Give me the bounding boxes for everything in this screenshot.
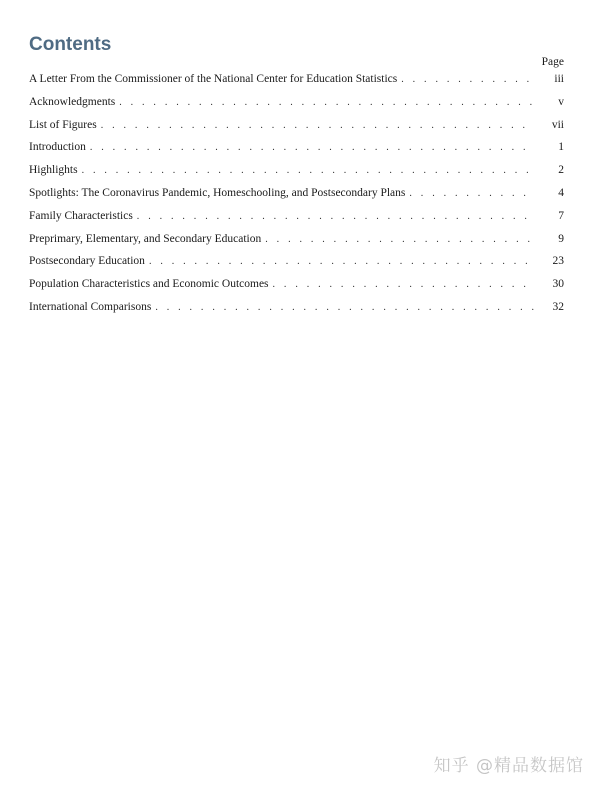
- toc-entry-page: 4: [558, 186, 564, 199]
- toc-entry-family-characteristics[interactable]: [29, 210, 564, 233]
- toc-entry-title: Acknowledgments: [29, 95, 116, 108]
- toc-entry-title: International Comparisons: [29, 300, 152, 313]
- toc-entry-page: vii: [551, 118, 564, 131]
- dot-leader: [90, 142, 534, 153]
- toc-entry-preprimary-elementary-secondary[interactable]: [29, 233, 564, 256]
- dot-leader: [409, 188, 534, 199]
- table-of-contents: [29, 73, 564, 324]
- watermark: 知乎 @精品数据馆: [433, 756, 584, 776]
- toc-entry-page: 9: [558, 232, 564, 245]
- toc-entry-title: Highlights: [29, 164, 78, 177]
- toc-entry-international-comparisons[interactable]: [29, 301, 564, 324]
- dot-leader: [273, 279, 534, 290]
- toc-entry-page: 32: [552, 300, 564, 313]
- toc-entry-page: 23: [552, 255, 564, 268]
- dot-leader: [149, 256, 534, 267]
- dot-leader: [265, 234, 534, 245]
- toc-entry-page: v: [558, 95, 564, 108]
- toc-entry-page: 2: [558, 164, 564, 177]
- toc-entry-title: Spotlights: The Coronavirus Pandemic, Homeschooling, and Postsecondary Plans: [29, 186, 406, 199]
- dot-leader: [101, 120, 534, 131]
- toc-entry-list-of-figures[interactable]: [29, 119, 564, 142]
- page-title: Contents: [29, 34, 112, 55]
- toc-entry-introduction[interactable]: [29, 141, 564, 164]
- toc-entry-title: List of Figures: [29, 118, 97, 131]
- dot-leader: [82, 165, 534, 176]
- toc-entry-page: iii: [554, 73, 564, 85]
- dot-leader: [155, 302, 534, 313]
- toc-entry-title: Introduction: [29, 141, 86, 154]
- toc-entry-title: A Letter From the Commissioner of the National Center for Education Statistics: [29, 73, 398, 85]
- page-column-label: Page: [541, 56, 564, 68]
- toc-entry-acknowledgments[interactable]: [29, 96, 564, 119]
- toc-entry-title: Population Characteristics and Economic Outcomes: [29, 278, 269, 291]
- toc-entry-commissioner-letter[interactable]: [29, 73, 564, 96]
- toc-entry-highlights[interactable]: [29, 164, 564, 187]
- toc-entry-title: Preprimary, Elementary, and Secondary Education: [29, 232, 262, 245]
- toc-entry-page: 30: [552, 278, 564, 291]
- dot-leader: [119, 97, 534, 108]
- toc-entry-page: 7: [558, 209, 564, 222]
- toc-entry-title: Postsecondary Education: [29, 255, 145, 268]
- toc-entry-page: 1: [558, 141, 564, 154]
- toc-entry-title: Family Characteristics: [29, 209, 133, 222]
- toc-entry-postsecondary-education[interactable]: [29, 255, 564, 278]
- toc-entry-population-economic[interactable]: [29, 278, 564, 301]
- dot-leader: [401, 74, 534, 85]
- dot-leader: [137, 211, 534, 222]
- toc-entry-spotlights[interactable]: [29, 187, 564, 210]
